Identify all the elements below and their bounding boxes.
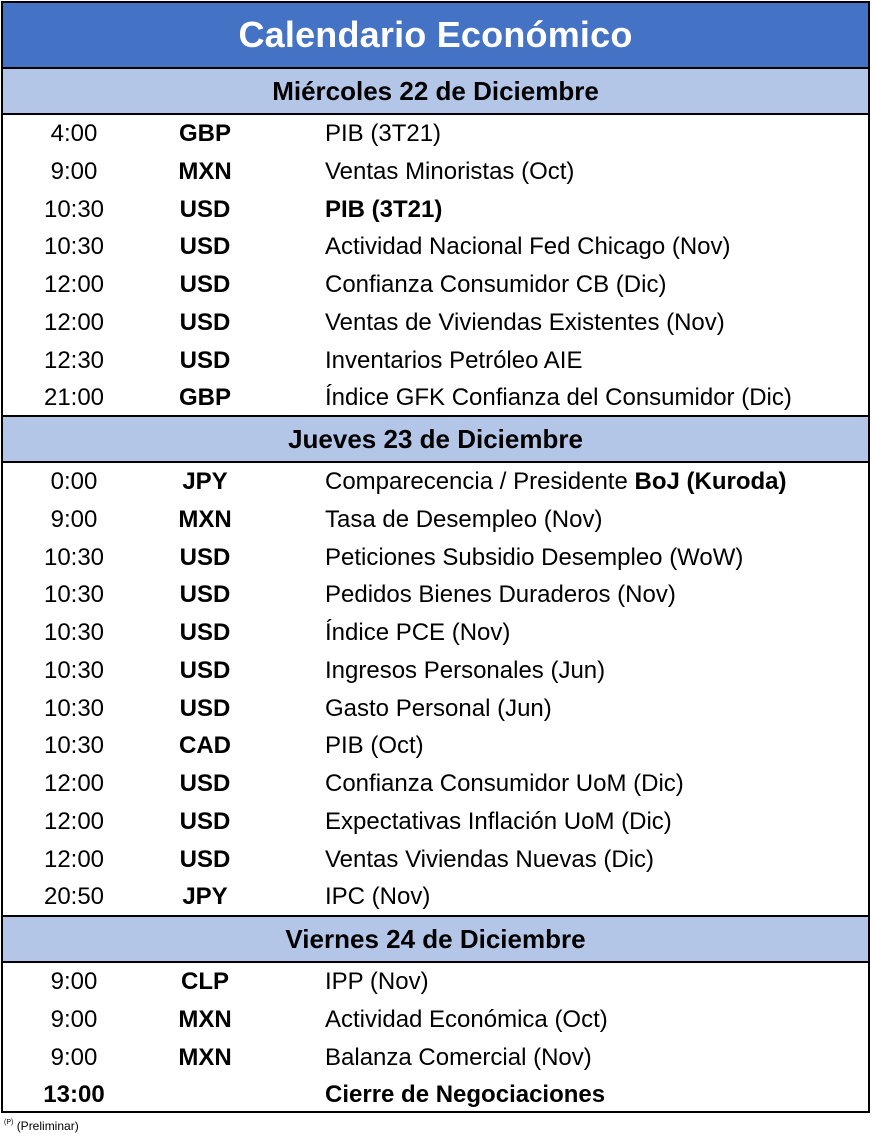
day-header: Viernes 24 de Diciembre [1,915,870,963]
event-name [325,506,602,534]
event-currency: USD [179,581,231,609]
event-row [1,304,870,342]
event-currency: GBP [178,384,231,412]
event-name [325,1006,608,1034]
event-row [1,963,870,1001]
event-name [325,619,510,647]
event-time: 4:00 [50,120,98,147]
event-currency: CLP [181,968,229,995]
event-name [325,657,605,685]
event-name [325,468,787,496]
event-currency: MXN [178,505,232,533]
event-row [1,1039,870,1077]
footnote-text: (Preliminar) [16,1119,79,1133]
event-currency: USD [179,656,231,684]
event-name-text: IPC (Nov) [325,883,431,911]
event-row [1,690,870,728]
event-name-text: Ventas Minoristas (Oct) [325,157,575,185]
event-time: 10:30 [43,195,105,223]
event-name [325,846,654,874]
event-time: 13:00 [43,1081,105,1109]
event-name-text: Índice GFK Confianza del Consumidor (Dic) [325,384,792,412]
event-name-text: Confianza Consumidor UoM (Dic) [325,770,684,797]
event-name [325,808,672,836]
event-name [325,1044,592,1072]
event-row [1,153,870,191]
event-time: 20:50 [43,883,105,911]
event-time: 10:30 [43,694,105,722]
event-name-text: Comparecencia / Presidente [325,468,635,495]
event-row [1,228,870,266]
event-currency: JPY [182,468,228,495]
event-time: 10:30 [43,543,105,571]
event-time: 10:30 [43,732,105,760]
event-name [325,883,430,911]
event-currency: USD [179,694,231,722]
event-name-text: Actividad Nacional Fed Chicago (Nov) [325,233,731,261]
event-row [1,727,870,765]
event-name [325,158,574,186]
event-time: 9:00 [50,505,98,533]
event-time: 12:00 [43,308,105,336]
event-name-text: Ingresos Personales (Jun) [325,656,606,684]
event-currency: USD [179,233,231,261]
event-time: 9:00 [50,1005,98,1033]
event-name-text: Ventas Viviendas Nuevas (Dic) [325,845,655,873]
event-name [325,732,424,760]
event-time: 10:30 [43,619,105,646]
event-currency: USD [179,807,231,835]
event-row [1,803,870,841]
event-currency: USD [179,845,231,873]
event-time: 9:00 [50,1043,98,1071]
event-name [325,544,743,572]
event-time: 9:00 [50,968,98,995]
event-row [1,576,870,614]
event-name-text: Expectativas Inflación UoM (Dic) [325,807,672,835]
event-name [325,968,429,996]
event-currency: MXN [178,157,232,185]
event-row [1,191,870,229]
event-row [1,652,870,690]
event-time: 10:30 [43,233,105,261]
event-row [1,266,870,304]
event-row [1,342,870,380]
event-time: 12:30 [43,346,105,374]
event-currency: USD [179,770,231,797]
event-row [1,878,870,916]
day-header: Miércoles 22 de Diciembre [1,67,870,115]
event-row [1,115,870,153]
event-name-text: Gasto Personal (Jun) [325,694,552,722]
day-header: Jueves 23 de Diciembre [1,415,870,463]
event-name-text: Ventas de Viviendas Existentes (Nov) [325,308,725,336]
event-time: 12:00 [43,845,105,873]
event-time: 12:00 [43,770,105,797]
event-row [1,1076,870,1114]
event-currency: CAD [179,732,231,760]
event-name-bold-suffix: BoJ (Kuroda) [634,468,787,495]
footnote-mark: (P) [4,1119,14,1126]
event-row [1,1001,870,1039]
event-row [1,501,870,539]
event-row [1,539,870,577]
event-time: 21:00 [43,384,105,412]
event-name [325,271,666,299]
event-name-text: Confianza Consumidor CB (Dic) [325,271,667,298]
event-name [325,309,725,337]
event-name [325,347,582,375]
event-name [325,233,731,261]
event-name-text: PIB (Oct) [325,732,424,760]
page-title: Calendario Económico [1,1,870,67]
event-name-text: Índice PCE (Nov) [325,619,511,646]
event-name-text: Balanza Comercial (Nov) [325,1043,592,1071]
event-name-text: Pedidos Bienes Duraderos (Nov) [325,581,676,609]
event-row [1,765,870,803]
event-name [325,581,676,609]
event-name [325,196,442,224]
event-currency: GBP [178,120,231,147]
event-row [1,614,870,652]
event-time: 10:30 [43,581,105,609]
event-name [325,695,552,723]
event-currency: USD [179,619,231,646]
event-name-text: Cierre de Negociaciones [325,1081,606,1109]
event-name-text: PIB (3T21) [325,120,442,147]
event-currency: USD [179,195,231,223]
event-currency: USD [179,543,231,571]
event-name-text: PIB (3T21) [325,195,443,223]
event-name [325,770,684,798]
event-currency: MXN [178,1043,232,1071]
footnote [4,1119,79,1133]
event-row [1,379,870,417]
event-currency: USD [179,346,231,374]
event-row [1,841,870,879]
event-time: 12:00 [43,807,105,835]
event-name-text: Inventarios Petróleo AIE [325,346,583,374]
event-name-text: Tasa de Desempleo (Nov) [325,505,603,533]
event-currency: USD [179,308,231,336]
event-time: 0:00 [50,468,98,495]
event-currency: USD [179,271,231,298]
event-name-text: IPP (Nov) [325,968,429,995]
event-time: 9:00 [50,157,98,185]
event-row [1,463,870,501]
event-currency: MXN [178,1005,232,1033]
event-time: 10:30 [43,656,105,684]
event-name [325,384,792,412]
event-name [325,120,441,148]
event-currency: JPY [182,883,228,911]
event-time: 12:00 [43,271,105,298]
event-name-text: Actividad Económica (Oct) [325,1005,608,1033]
event-name [325,1081,605,1109]
event-name-text: Peticiones Subsidio Desempleo (WoW) [325,543,744,571]
